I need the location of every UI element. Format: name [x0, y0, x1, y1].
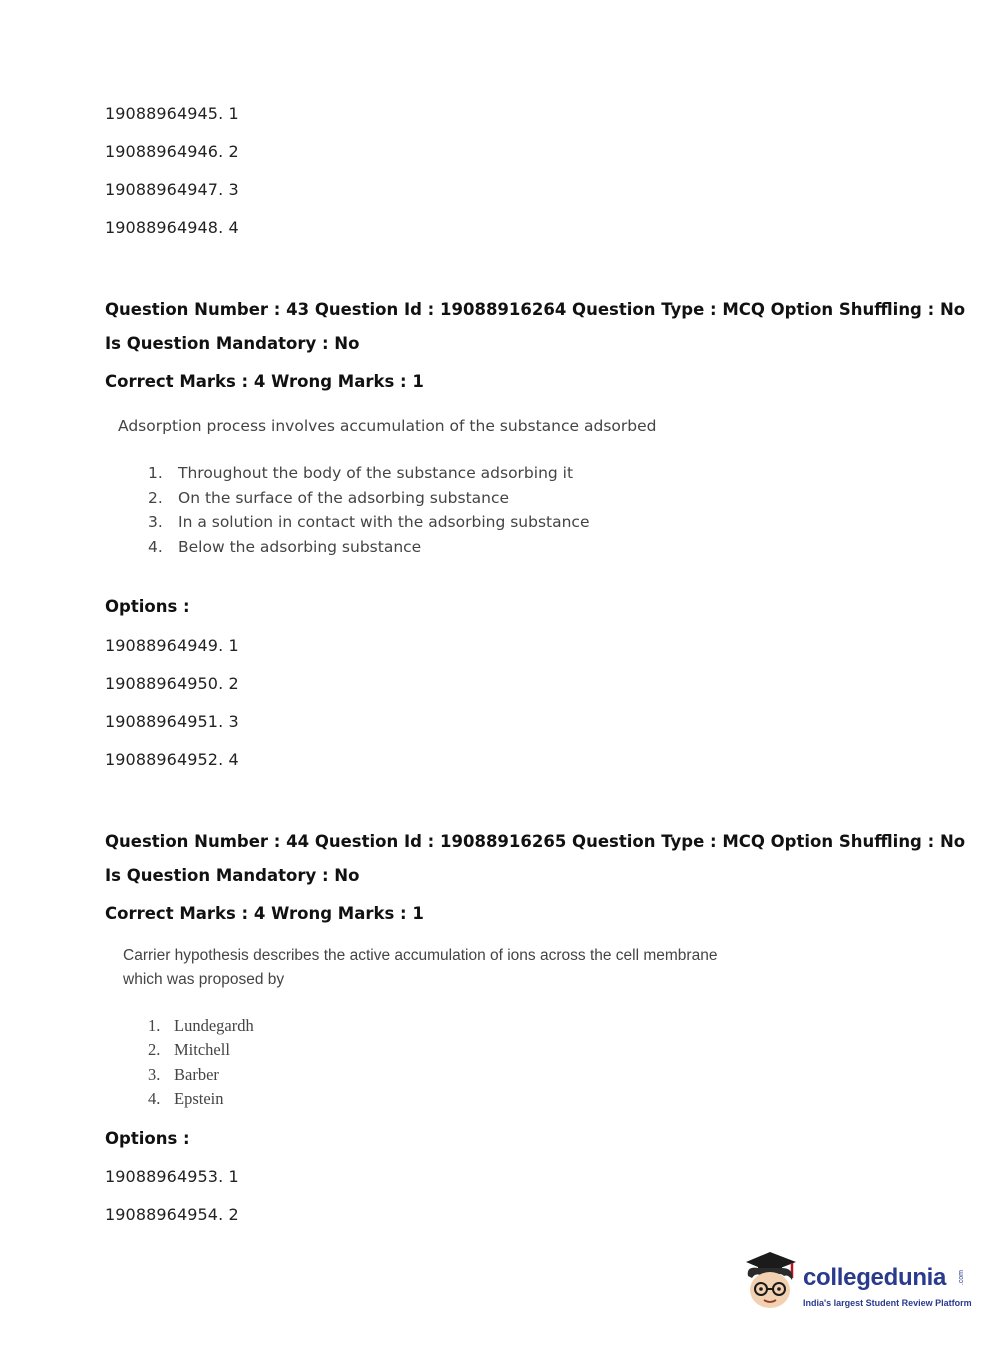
- question-43-options-label: Options :: [105, 597, 190, 616]
- collegedunia-domain: .com: [958, 1270, 965, 1286]
- option-line: 19088964946. 2: [105, 142, 239, 161]
- question-44-text-line: Carrier hypothesis describes the active accumulation of ions across the cell membrane: [123, 947, 718, 964]
- question-43-marks: Correct Marks : 4 Wrong Marks : 1: [105, 372, 424, 391]
- collegedunia-mascot-icon: [740, 1248, 800, 1314]
- question-43-choice: 3. In a solution in contact with the adsorbing substance: [148, 513, 590, 531]
- question-44-choice: 2. Mitchell: [148, 1040, 230, 1059]
- option-line: 19088964953. 1: [105, 1167, 239, 1186]
- question-43-choice: 1. Throughout the body of the substance adsorbing it: [148, 464, 574, 482]
- collegedunia-tagline: India's largest Student Review Platform: [803, 1298, 972, 1308]
- collegedunia-wordmark: collegedunia: [803, 1264, 947, 1291]
- option-line: 19088964952. 4: [105, 750, 239, 769]
- question-43-header: Question Number : 43 Question Id : 19088916264 Question Type : MCQ Option Shuffling : No: [105, 300, 966, 319]
- question-44-text: [123, 944, 717, 992]
- question-44-choice: 4. Epstein: [148, 1089, 224, 1108]
- question-44-options-label: Options :: [105, 1129, 190, 1148]
- option-line: 19088964945. 1: [105, 104, 239, 123]
- question-43-choice: 2. On the surface of the adsorbing substance: [148, 489, 510, 507]
- option-line: 19088964947. 3: [105, 180, 239, 199]
- question-44-text-line: which was proposed by: [123, 971, 285, 988]
- option-line: 19088964954. 2: [105, 1205, 239, 1224]
- question-44-choice: 1. Lundegardh: [148, 1016, 254, 1035]
- question-43-mandatory: Is Question Mandatory : No: [105, 334, 360, 353]
- option-line: 19088964949. 1: [105, 636, 239, 655]
- option-line: 19088964948. 4: [105, 218, 239, 237]
- question-44-marks: Correct Marks : 4 Wrong Marks : 1: [105, 904, 424, 923]
- option-line: 19088964951. 3: [105, 712, 239, 731]
- question-43-text: Adsorption process involves accumulation of the substance adsorbed: [118, 417, 657, 435]
- question-44-header: Question Number : 44 Question Id : 19088916265 Question Type : MCQ Option Shuffling : No: [105, 832, 966, 851]
- question-44-choice: 3. Barber: [148, 1065, 219, 1084]
- option-line: 19088964950. 2: [105, 674, 239, 693]
- question-43-choice: 4. Below the adsorbing substance: [148, 538, 422, 556]
- question-44-mandatory: Is Question Mandatory : No: [105, 866, 360, 885]
